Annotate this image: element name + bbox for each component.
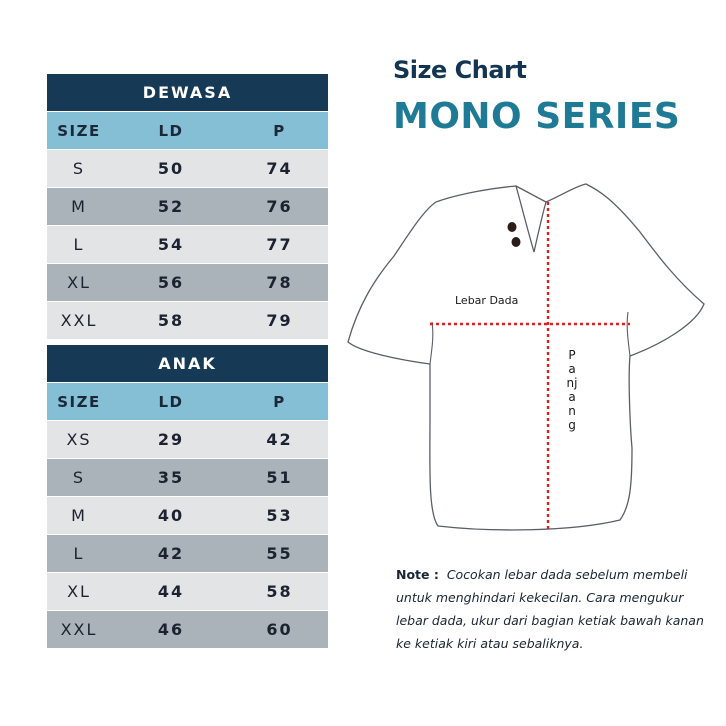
- table-row: [47, 301, 328, 339]
- table-row: [47, 149, 328, 187]
- cell-p: 58: [266, 582, 293, 601]
- kids-size-table: [47, 345, 328, 648]
- product-series-title: MONO SERIES: [393, 96, 681, 137]
- column-ld: LD: [158, 392, 184, 411]
- cell-p: 76: [266, 197, 293, 216]
- table-row: [47, 496, 328, 534]
- cell-size: XXL: [60, 311, 98, 330]
- sleeve-seam-left: [430, 322, 433, 364]
- cell-ld: 46: [157, 620, 185, 639]
- table-row: [47, 263, 328, 301]
- cell-ld: 54: [157, 235, 185, 254]
- cell-p: 42: [266, 430, 293, 449]
- cell-p: 74: [266, 159, 293, 178]
- cell-p: 79: [266, 311, 293, 330]
- cell-ld: 56: [157, 273, 185, 292]
- button-top: [508, 222, 517, 232]
- adult-table-heading: DEWASA: [47, 74, 328, 111]
- cell-size: L: [73, 544, 85, 563]
- cell-size: XL: [67, 273, 91, 292]
- chest-width-label: Lebar Dada: [455, 294, 519, 307]
- cell-p: 51: [266, 468, 293, 487]
- button-bottom: [512, 237, 521, 247]
- cell-ld: 44: [157, 582, 185, 601]
- table-row: [47, 225, 328, 263]
- kids-table-column-headers: [47, 382, 328, 420]
- cell-p: 77: [266, 235, 293, 254]
- table-row: [47, 420, 328, 458]
- table-row: [47, 458, 328, 496]
- cell-ld: 50: [157, 159, 185, 178]
- cell-p: 53: [266, 506, 293, 525]
- table-row: [47, 610, 328, 648]
- cell-ld: 35: [157, 468, 185, 487]
- column-p: P: [273, 121, 286, 140]
- table-row: [47, 534, 328, 572]
- cell-size: XS: [66, 430, 92, 449]
- cell-size: M: [71, 197, 87, 216]
- cell-size: XL: [67, 582, 91, 601]
- column-size: SIZE: [57, 392, 101, 411]
- cell-ld: 29: [157, 430, 185, 449]
- page-title: Size Chart: [393, 56, 527, 84]
- sleeve-seam-right: [627, 312, 630, 356]
- cell-size: S: [72, 159, 86, 178]
- shirt-diagram: [340, 176, 712, 546]
- kids-table-heading: ANAK: [47, 345, 328, 382]
- cell-p: 60: [266, 620, 293, 639]
- note-label: Note :: [396, 567, 439, 582]
- cell-ld: 58: [157, 311, 185, 330]
- cell-ld: 42: [157, 544, 185, 563]
- length-label: Panjang: [566, 348, 578, 432]
- adult-size-table: [47, 74, 328, 339]
- sizing-note: [396, 563, 716, 655]
- cell-ld: 52: [157, 197, 185, 216]
- cell-p: 55: [266, 544, 293, 563]
- table-row: [47, 187, 328, 225]
- column-p: P: [273, 392, 286, 411]
- adult-table-column-headers: [47, 111, 328, 149]
- shirt-outline: [348, 184, 704, 530]
- shirt-collar: [516, 186, 546, 252]
- cell-size: M: [71, 506, 87, 525]
- cell-size: L: [73, 235, 85, 254]
- note-text: Cocokan lebar dada sebelum membeli untuk menghindari kekecilan. Cara mengukur lebar dada, ukur dari bagian ketiak bawah kanan ke ketiak kiri atau sebaliknya.: [396, 567, 704, 651]
- column-ld: LD: [158, 121, 184, 140]
- table-row: [47, 572, 328, 610]
- cell-size: XXL: [60, 620, 98, 639]
- column-size: SIZE: [57, 121, 101, 140]
- cell-p: 78: [266, 273, 293, 292]
- cell-size: S: [72, 468, 86, 487]
- cell-ld: 40: [157, 506, 185, 525]
